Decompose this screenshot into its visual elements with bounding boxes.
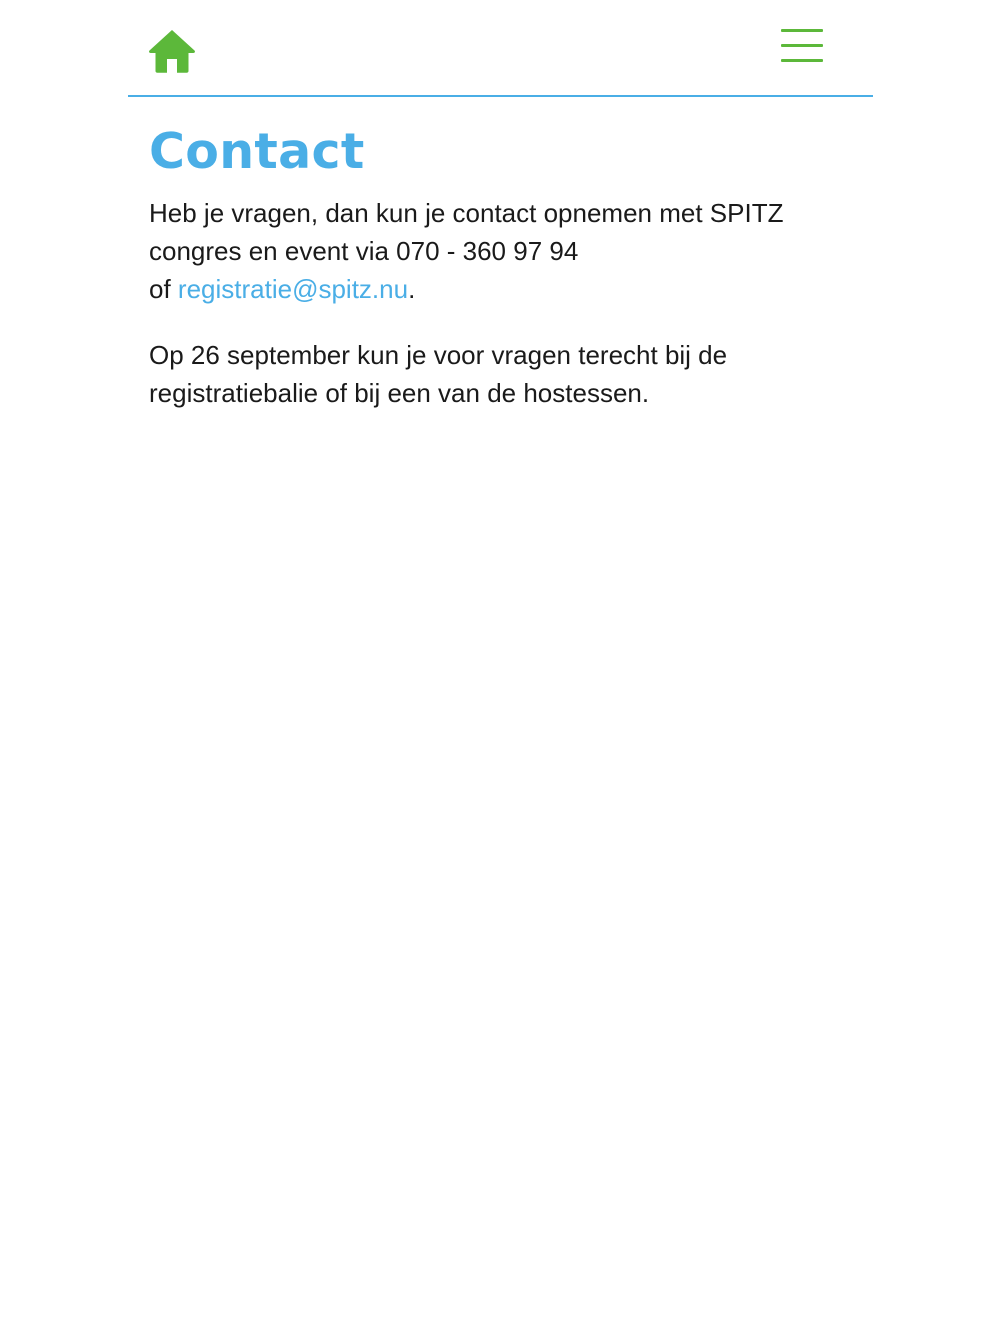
home-button[interactable]: [148, 28, 196, 74]
page-title: Contact: [149, 123, 365, 180]
top-navigation-bar: [128, 0, 873, 97]
contact-text-line-2: congres en event via 070 - 360 97 94: [149, 236, 579, 266]
event-day-paragraph: [149, 336, 849, 412]
event-text-line-2: registratiebalie of bij een van de hostessen.: [149, 378, 650, 408]
email-link[interactable]: registratie@spitz.nu: [177, 274, 409, 304]
main-content: [149, 118, 849, 412]
contact-paragraph: [149, 194, 849, 308]
contact-text-period: .: [408, 274, 416, 304]
contact-text-line-1: Heb je vragen, dan kun je contact opnemen met SPITZ: [149, 198, 784, 228]
contact-text-of: of: [149, 274, 178, 304]
menu-button[interactable]: [781, 28, 825, 64]
home-icon: [148, 28, 196, 74]
event-text-line-1: Op 26 september kun je voor vragen terecht bij de: [149, 340, 728, 370]
